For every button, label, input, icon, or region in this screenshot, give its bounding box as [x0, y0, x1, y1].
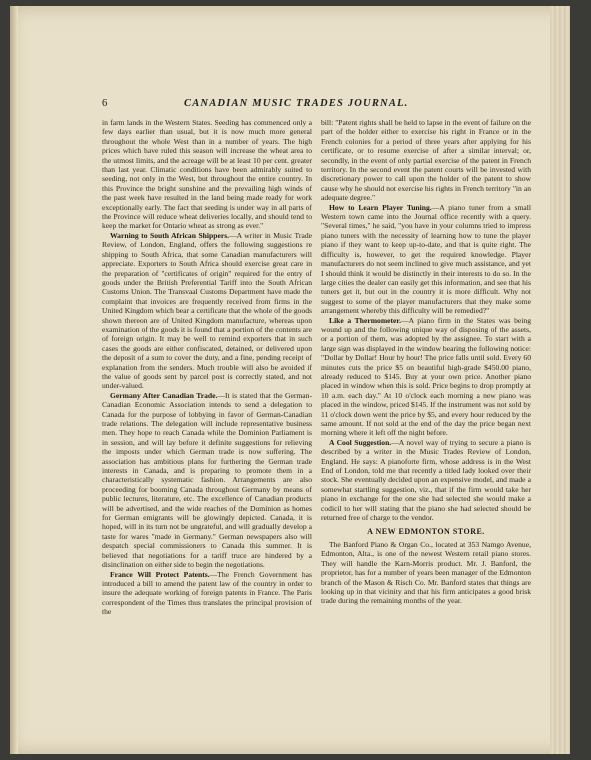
- page-number: 6: [102, 98, 108, 109]
- article-paragraph: [102, 391, 312, 570]
- left-column: [102, 118, 312, 617]
- article-body: —It is stated that the German-Canadian Economic Association intends to send a delegation to Canada for the purpose of lobbying in favor of German-Canadian trade relations. The delegation will include representative business men. They hope to reach Canada while the Dominion Parliament is in session, and will lay before it definite suggestions for relieving the imposts under which German trade is now suffering. The association has ambitious plans for furthering the German trade interests in Canada, and is preparing to promote them in a characteristically systematic fashion. Arrangements are also proceeding for booming Canada throughout Germany by means of public lectures, literature, etc. The excellence of Canadian products will be advertised, and the wide reaches of the Dominion as homes for German emigrants will be glowingly depicted. Canada, it is hoped, will in its turn not be ungrateful, and will gradually develop a taste for wares "made in Germany." German newspapers also will despatch special commissioners to Canada this summer. It is believed that negotiations for a tariff truce are hindered by a disinclination on either side to begin the negotiations.: [102, 390, 312, 570]
- article-body: —A novel way of trying to secure a piano is described by a writer in the Music Trades Review of London, England. He says: A pianoforte firm, whose address is in the West End of London, told me that recently a titled lady looked over their stock. She eventually decided upon an expensive model, and made a somewhat startling suggestion, viz., that if the firm would take her piano in exchange for the one she had selected she would make a codicil to her will stating that the piano she had selected should be returned free of charge to the vendor.: [321, 437, 531, 523]
- article-paragraph: bill: "Patent rights shall be held to lapse in the event of failure on the part of the holder either to exercise his right in France or in the French colonies for a period of three years after applying for his certificate, or to resume exercise of after a similar interval; or, secondly, in the event of only partial exercise of the patent in French territory. In the second event the patent courts will be invested with discretionary power to call upon the holder of the patent to show cause why he should not exercise his rights in French territory "in an adequate degree.": [321, 118, 531, 203]
- article-paragraph: in farm lands in the Western States. Seeding has commenced only a few days earlier than usual, but it is now much more general throughout the whole West than in a number of years. The high prices which have ruled this season will increase the wheat area to the utmost limits, and the acreage will be at least 10 per cent. greater than last year. Climatic conditions have been admirably suited to seeding, not only in the West, but throughout the entire country. In this Province the bright sunshine and the prevailing high winds of the past week have resulted in the land being made ready for work exceptionally early. The fact that seeding is under way in all parts of the Province will reduce wheat deliveries locally, and should tend to keep the market for Ontario wheat as strong as ever.": [102, 118, 312, 231]
- article-paragraph: The Banford Piano & Organ Co., located at 353 Namgo Avenue, Edmonton, Alta., is one of the newest Western retail piano stores. They will handle the Karn-Morris product. Mr. J. Banford, the proprietor, has for a number of years been manager of the Edmonton branch of the Mason & Risch Co. Mr. Banford states that things are looking up in that vicinity and that his firm anticipates a good brisk trade during the remaining months of the year.: [321, 539, 531, 606]
- journal-title: CANADIAN MUSIC TRADES JOURNAL.: [184, 98, 409, 109]
- article-paragraph: [321, 203, 531, 316]
- article-headline: France Will Protect Patents.: [110, 569, 210, 579]
- article-headline: A Cool Suggestion.: [329, 437, 392, 447]
- section-heading: A NEW EDMONTON STORE.: [367, 527, 485, 537]
- article-headline: How to Learn Player Tuning.: [329, 202, 432, 212]
- article-headline: Warning to South African Shippers.: [110, 230, 230, 240]
- article-paragraph: [102, 570, 312, 617]
- article-headline: Germany After Canadian Trade.: [110, 390, 218, 400]
- article-body: —A writer in Music Trade Review, of London, England, offers the following suggestions re shipping to South Africa, that some Canadian manufacturers will appreciate. Exporters to South Africa should exercise great care in the preparation of "certificates of origin" required for the entry of goods under the British Preferential Tariff into the South African Customs Union. The Transvaal Customs Department have made the complaint that invoices are frequently received from firms in the United Kingdom which bear a certificate that the whole of the goods shown thereon are of United Kingdom manufacture, whereas upon examination of the goods it is found that a portion of the contents are of foreign origin. It may be well to remind exporters that in such cases the goods are either confiscated, detained, or delivered upon the deposit of a sum to cover the duty, and a fine, pending receipt of explanation from the senders. Much trouble will also be avoided if the value of goods sent by parcel post is correctly stated, and not under-valued.: [102, 230, 312, 391]
- article-paragraph: [321, 438, 531, 523]
- page-header: [102, 98, 532, 112]
- article-body: —The French Government has introduced a bill to amend the patent law of the country in order to insure the adequate working of foreign patents in France. The Paris correspondent of the Times thus translates the principal provision of the: [102, 569, 312, 617]
- article-body: —A piano tuner from a small Western town came into the Journal office recently with a query. "Several times," he said, "you have in your columns tried to impress piano tuners with the necessity of learning how to tune the player piano if they want to keep up-to-date, and that is quite right. The difficulty is, however, to get the required knowledge. Player manufacturers do not seem inclined to give much assistance, and yet I should think it would be distinctly in their interests to do so. In the large cities the dealer can easily get this information, and see that his tuners get it, but out in the country it is more difficult. Why not suggest to some of the player manufacturers that they make some arrangement whereby this difficulty will be remedied?": [321, 202, 531, 316]
- journal-page: [10, 6, 570, 754]
- right-column: [321, 118, 531, 606]
- page-binding-shadow: [10, 6, 18, 754]
- article-headline: Like a Thermometer.: [329, 315, 401, 325]
- article-paragraph: [102, 231, 312, 391]
- page-edge-stack: [550, 6, 570, 754]
- article-paragraph: [321, 316, 531, 438]
- article-body: —A piano firm in the States was being wound up and the following unique way of disposing of the assets, or a portion of them, was adopted by the assignee. To start with a large sign was displayed in the window bearing the following notice: "Dollar by Dollar! Hour by hour! The price falls until sold. Every 60 minutes cuts the price $5 on beautiful high-grade $450.00 piano, already reduced to $145. Buy at your own price. Another piano placed in window when this is sold. Price begins to drop promptly at 10 a.m. each day." At 10 o'clock each morning a new piano was placed in the window, priced $145. If the instrument was not sold by 11 o'clock down went the price by $5, and every hour reduced by the same amount. If not sold at the end of the day the price began next morning where it left off the night before.: [321, 315, 531, 438]
